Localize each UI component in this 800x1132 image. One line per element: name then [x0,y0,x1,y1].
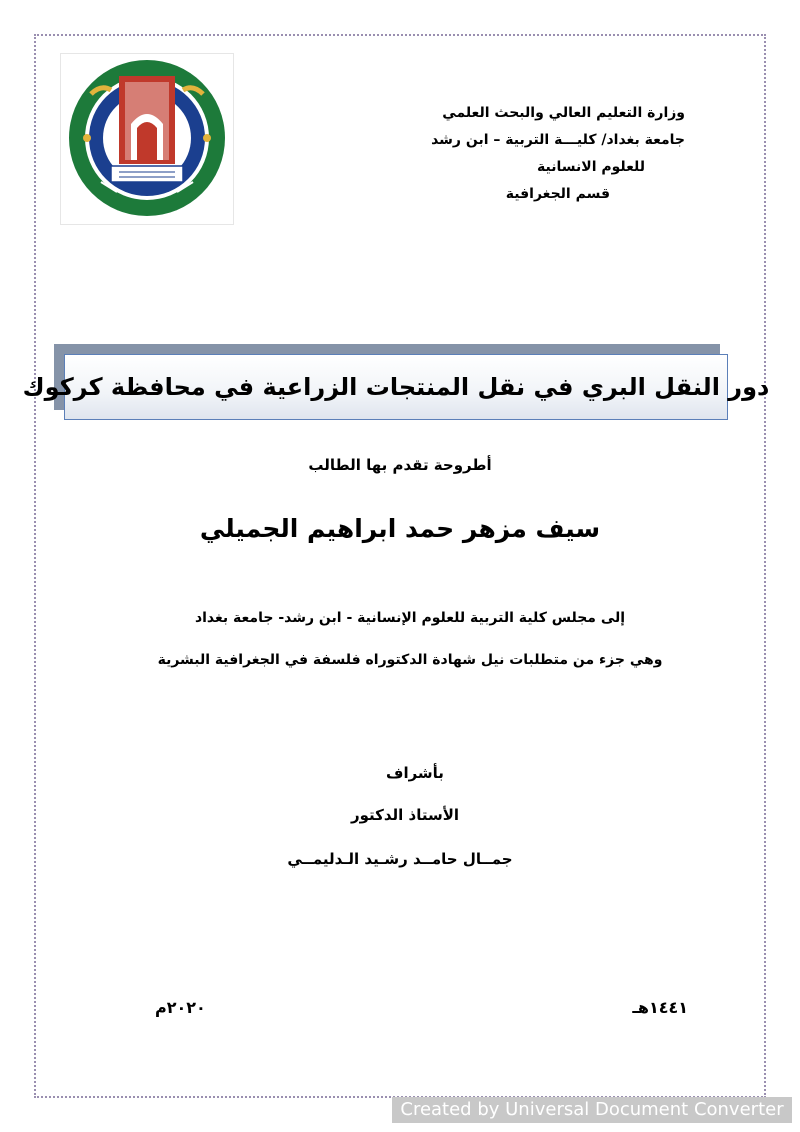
gregorian-date: ٢٠٢٠م [155,998,206,1017]
institution-header [365,100,685,208]
thesis-subtitle: أطروحة تقدم بها الطالب [308,456,492,474]
supervisor-name: جمــال حامــد رشـيد الـدليمــي [287,850,513,868]
university-seal-icon [61,54,233,224]
department-line: قسم الجغرافية [505,186,610,202]
university-line: جامعة بغداد/ كليـــة التربية – ابن رشد [431,132,685,148]
supervisor-title: الأستاذ الدكتور [350,806,460,824]
description-line-2: وهي جزء من متطلبات نيل شهادة الدكتوراه فلسفة في الجغرافية البشرية [157,652,663,668]
university-logo [60,53,234,225]
hijri-date: ١٤٤١هـ [632,998,688,1017]
ministry-line: وزارة التعليم العالي والبحث العلمي [442,105,685,121]
description-line-1: إلى مجلس كلية التربية للعلوم الإنسانية - ابن رشد- جامعة بغداد [194,610,626,626]
converter-watermark: Created by Universal Document Converter [392,1097,792,1123]
humanities-line: للعلوم الانسانية [537,159,645,175]
student-name: سيف مزهر حمد ابراهيم الجميلي [199,514,601,543]
supervision-label: بأشراف [386,764,444,782]
thesis-title: دور النقل البري في نقل المنتجات الزراعية في محافظة كركوك [64,354,728,420]
